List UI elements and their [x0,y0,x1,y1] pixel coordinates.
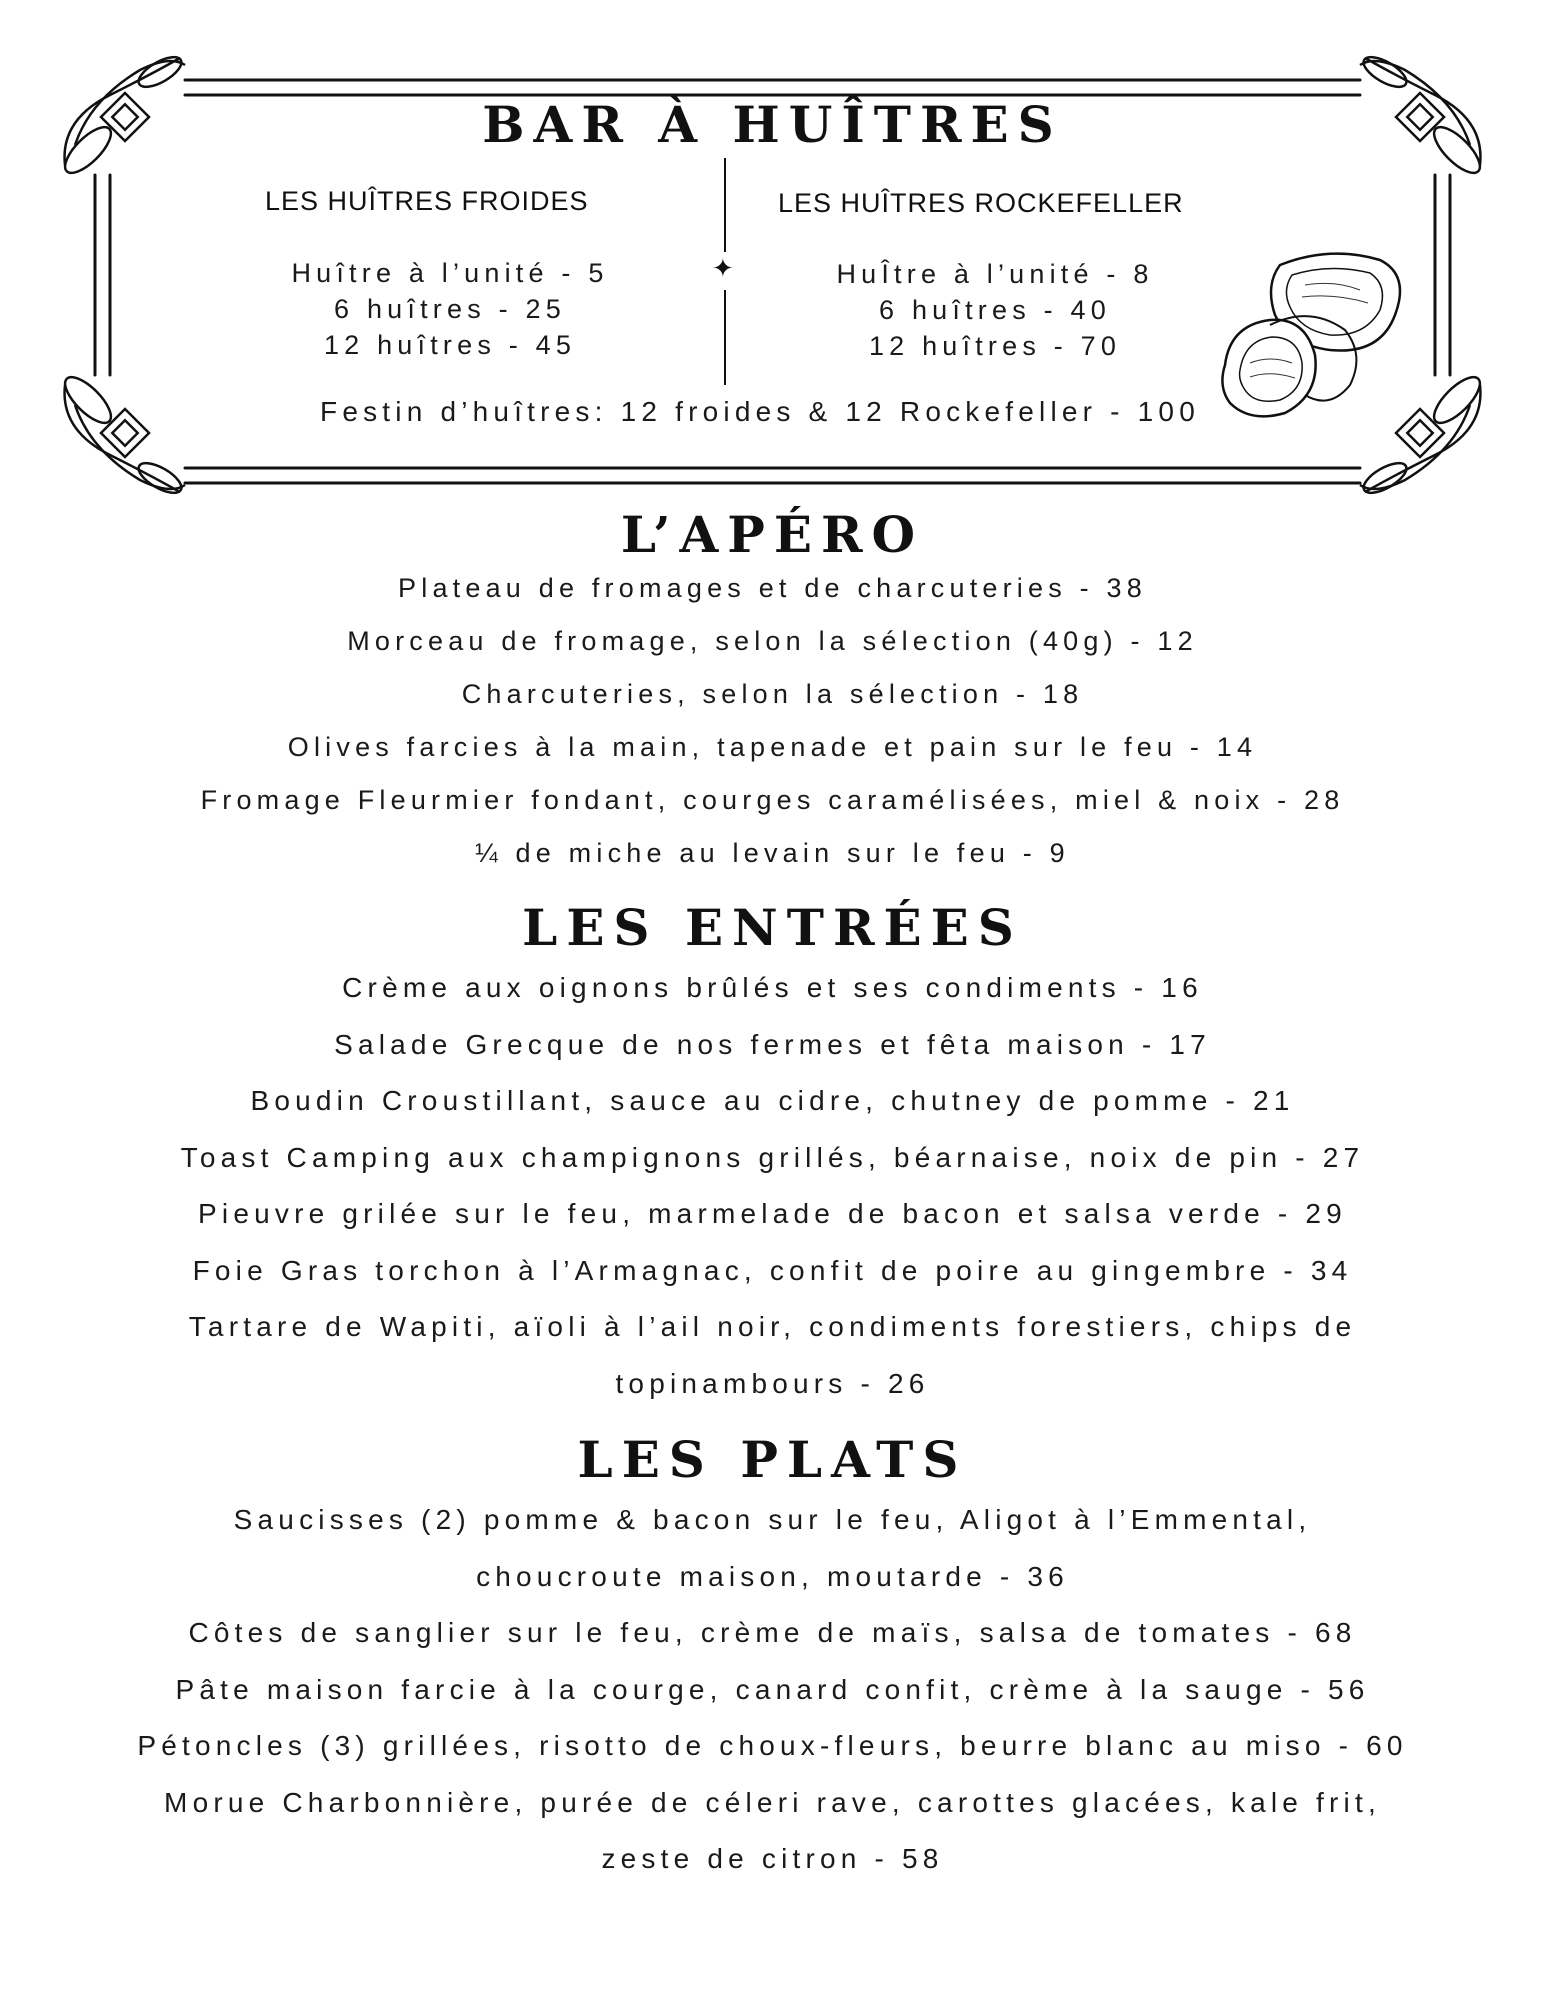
apero-item: Fromage Fleurmier fondant, courges caramélisées, miel & noix - 28 [200,785,1345,815]
rockefeller-list [795,256,1195,364]
oyster-bar-title: BAR À HUÎTRES [482,95,1063,154]
plats-title: LES PLATS [577,1430,968,1489]
plat-item: Pâte maison farcie à la courge, canard confit, crème à la sauge - 56 [175,1673,1370,1705]
cold-oyster-item: Huître à l’unité - 5 [291,258,609,288]
apero-title: L’APÉRO [620,505,925,564]
entree-item: Salade Grecque de nos fermes et fêta maison - 17 [334,1028,1211,1060]
plats-list [0,1492,1545,1888]
plat-item: Pétoncles (3) grillées, risotto de choux-fleurs, beurre blanc au miso - 60 [137,1730,1408,1761]
apero-item: ¼ de miche au levain sur le feu - 9 [475,838,1070,868]
entree-item: Toast Camping aux champignons grillés, béarnaise, noix de pin - 27 [180,1141,1365,1173]
entrees-title: LES ENTRÉES [522,898,1023,957]
entree-item: Boudin Croustillant, sauce au cidre, chutney de pomme - 21 [250,1085,1295,1116]
cold-oysters-heading: LES HUÎTRES FROIDES [265,186,589,216]
cold-oyster-item: 6 huîtres - 25 [334,294,566,324]
entree-item: topinambours - 26 [615,1367,930,1399]
plat-item: zeste de citron - 58 [601,1843,944,1874]
apero-item: Morceau de fromage, selon la sélection (40g) - 12 [347,626,1198,656]
rockefeller-item: HuÎtre à l’unité - 8 [836,259,1154,289]
apero-item: Charcuteries, selon la sélection - 18 [461,679,1084,709]
entree-item: Tartare de Wapiti, aïoli à l’ail noir, condiments forestiers, chips de [188,1311,1357,1342]
cold-oysters-list [250,255,650,363]
apero-item: Plateau de fromages et de charcuteries - 38 [398,573,1147,603]
apero-list [0,562,1545,880]
plat-item: Côtes de sanglier sur le feu, crème de maïs, salsa de tomates - 68 [188,1617,1357,1648]
entree-item: Crème aux oignons brûlés et ses condiments - 16 [342,972,1203,1003]
entrees-list [0,960,1545,1412]
oyster-feast: Festin d’huîtres: 12 froides & 12 Rockefeller - 100 [320,396,1200,427]
entree-item: Foie Gras torchon à l’Armagnac, confit de poire au gingembre - 34 [192,1254,1353,1286]
apero-item: Olives farcies à la main, tapenade et pain sur le feu - 14 [287,732,1258,762]
entree-item: Pieuvre grilée sur le feu, marmelade de bacon et salsa verde - 29 [198,1198,1347,1229]
plat-item: choucroute maison, moutarde - 36 [476,1560,1069,1592]
rockefeller-heading: LES HUÎTRES ROCKEFELLER [778,188,1184,218]
rockefeller-item: 6 huîtres - 40 [879,295,1111,325]
plat-item: Saucisses (2) pomme & bacon sur le feu, Aligot à l’Emmental, [233,1504,1312,1535]
plat-item: Morue Charbonnière, purée de céleri rave, carottes glacées, kale frit, [164,1786,1381,1818]
rockefeller-item: 12 huîtres - 70 [868,331,1122,361]
cold-oyster-item: 12 huîtres - 45 [323,330,577,360]
divider-star-icon: ✦ [712,254,734,284]
